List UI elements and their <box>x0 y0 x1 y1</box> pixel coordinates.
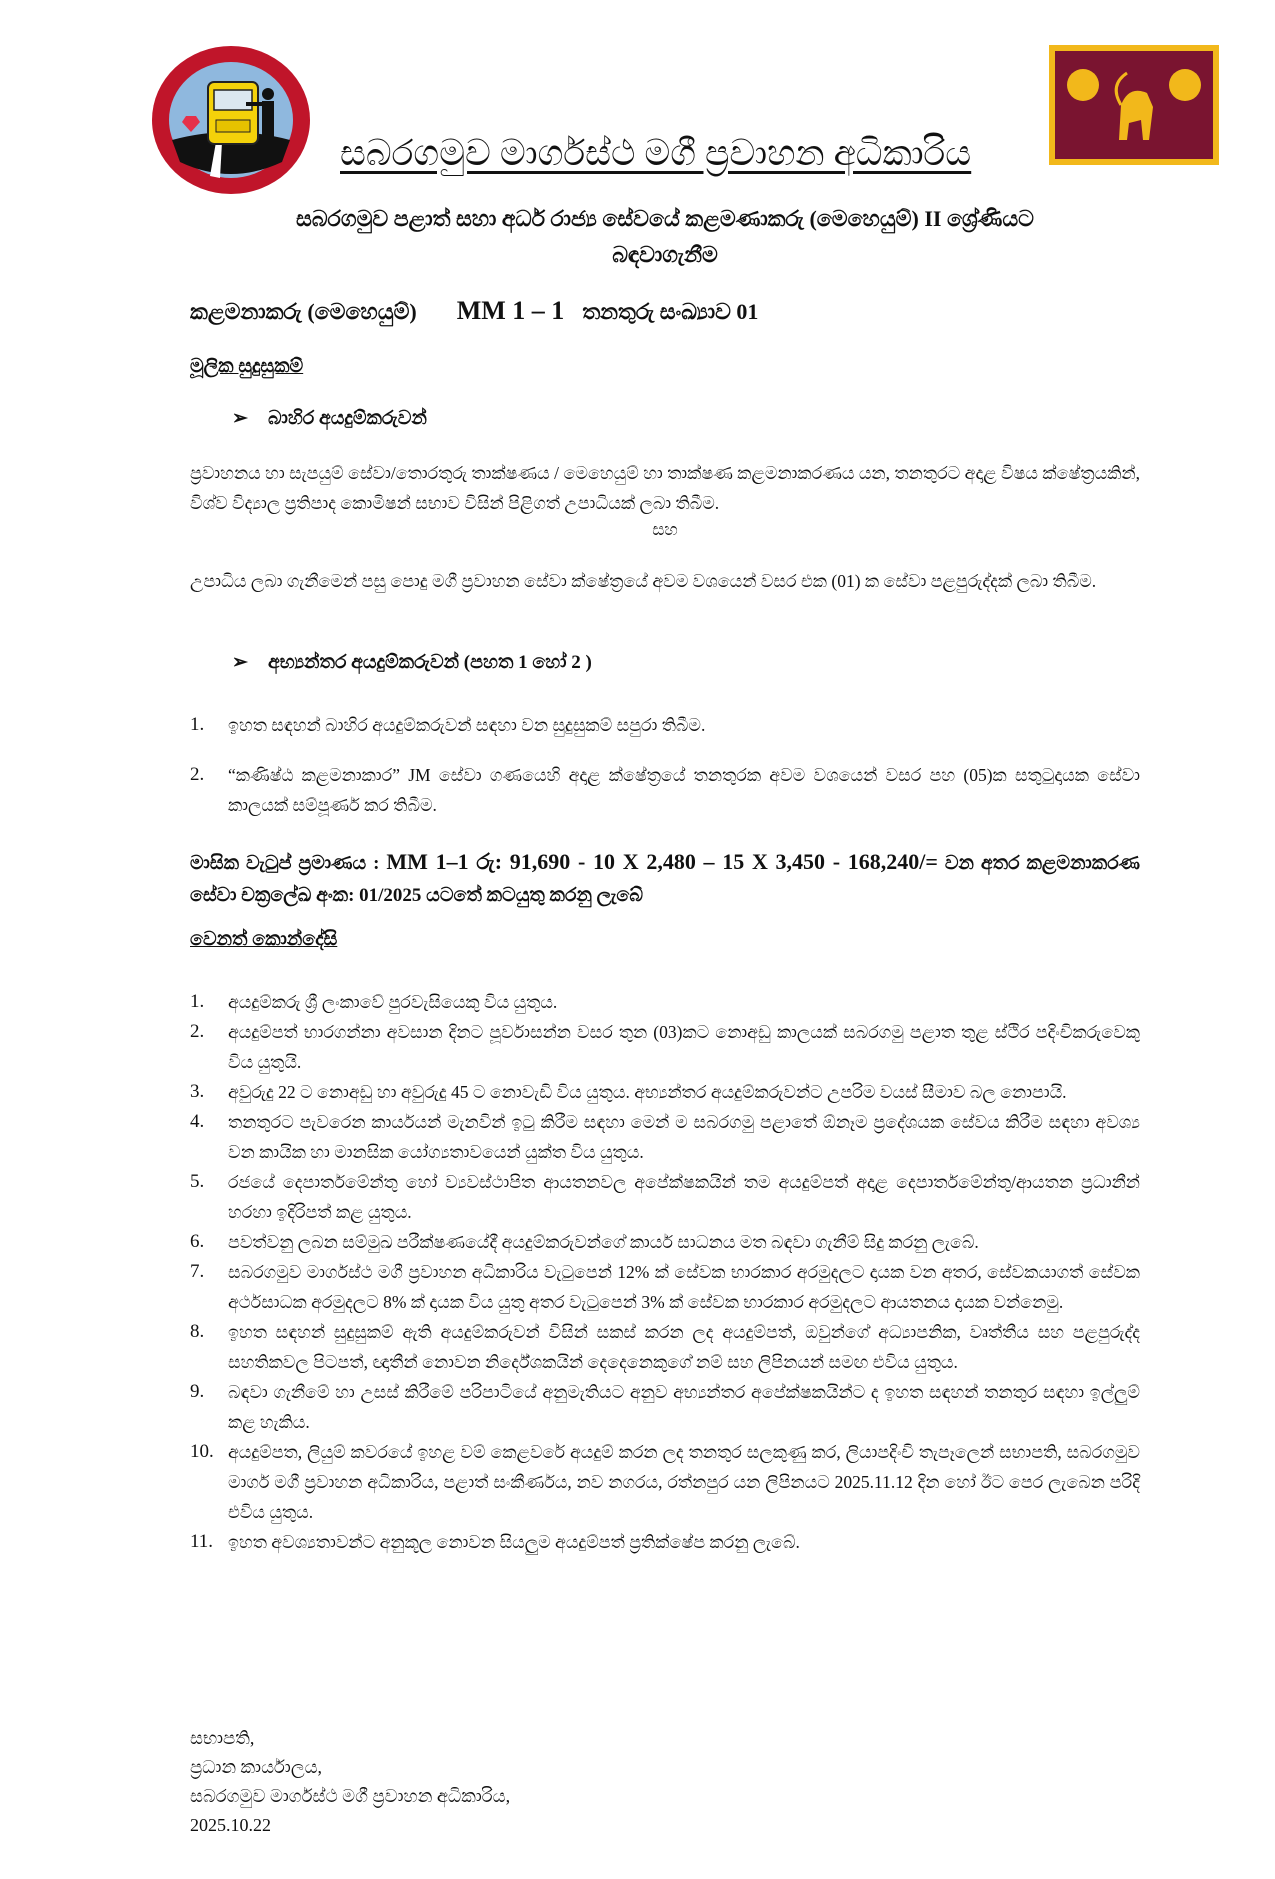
arrow-bullet-icon: ➢ <box>232 408 248 429</box>
item-text: බඳවා ගැනීමේ හා උසස් කිරීමේ පරිපාටියේ අනුමැතියට අනුව අභ්‍යන්තර අපේක්ෂකයින්ට ද ඉහත සඳහන් තනතුර සඳහා ඉල්ලුම් කළ හැකිය. <box>228 1382 1140 1432</box>
item-text: අයදුම්පත් භාරගන්නා අවසාන දිනට පූර්වාසන්න වසර තුන (03)කට නොඅඩු කාලයක් සබරගමු පළාත තුළ ස්ථිර පදිංචිකරුවෙකු විය යුතුයි. <box>228 1022 1140 1072</box>
list-item <box>190 1167 1140 1227</box>
list-item <box>190 1257 1140 1317</box>
item-number: 2. <box>190 1021 205 1042</box>
document-date: 2025.10.22 <box>190 1815 271 1835</box>
arrow-bullet-icon: ➢ <box>232 652 248 673</box>
list-item <box>190 1017 1140 1077</box>
item-text: පවත්වනු ලබන සම්මුඛ පරීක්ෂණයේදී අයදුම්කරුවන්ගේ කාර්ය සාධනය මත බඳවා ගැනීම් සිදු කරනු ලැබේ. <box>228 1232 979 1252</box>
item-number: 5. <box>190 1171 205 1192</box>
salary-rest: වන අතර කළමනාකරණ සේවා චක්‍රලේඛ අංක: 01/2025 යටතේ කටයුතු කරනු ලැබේ <box>190 853 1141 906</box>
authority-logo <box>150 44 312 196</box>
list-item <box>190 760 1140 820</box>
page-title: සබරගමුව මාර්ගස්ථ මගී ප්‍රවාහන අධිකාරිය <box>340 133 972 173</box>
item-text: සබරගමුව මාර්ගස්ථ මගී ප්‍රවාහන අධිකාරිය වැටුපෙන් 12% ක් සේවක භාරකාර අරමුදලට දායක වන අතර, සේවකයාගත් සේවක අර්ථසාධක අරමුදලට 8% ක් දායක විය යුතු අතර වැටුපෙන් 3% ක් සේවක භාරකාර අරමුදලට ආයතනය දායක වන්නෙමු. <box>228 1262 1140 1312</box>
internal-list <box>190 710 1140 820</box>
external-paragraph-1: ප්‍රවාහනය හා සැපයුම් සේවා/තොරතුරු තාක්ෂණය / මෙහෙයුම් හා තාක්ෂණ කළමනාකරණය යන, තනතුරට අදාළ විෂය ක්ෂේත්‍රයකින්, විශ්ව විද්‍යාල ප්‍රතිපාද කොමිෂන් සභාව විසින් පිළිගත් උපාධියක් ලබා තිබීම. <box>190 463 1140 513</box>
post-code: MM 1 – 1 <box>456 296 565 325</box>
qualifications-heading: මූලික සුදුසුකම් <box>190 356 304 377</box>
internal-applicants-heading <box>232 651 592 674</box>
item-text: ඉහත අවශ්‍යතාවන්ට අනුකූල නොවන සියලුම අයදුම්පත් ප්‍රතික්ෂේප කරනු ලැබේ. <box>228 1532 800 1552</box>
item-text: අවුරුදු 22 ට නොඅඩු හා අවුරුදු 45 ට නොවැඩි විය යුතුය. අභ්‍යන්තර අයදුම්කරුවන්ට උපරිම වයස් සීමාව බල නොපායි. <box>228 1082 1067 1102</box>
and-text: සහ <box>652 520 678 539</box>
signature-block <box>190 1724 510 1840</box>
item-number: 4. <box>190 1111 205 1132</box>
signatory-title: සභාපති, <box>190 1728 255 1748</box>
list-item <box>190 1377 1140 1437</box>
item-number: 11. <box>190 1531 214 1552</box>
subtitle-line-2: බඳවාගැනීම <box>612 242 718 267</box>
item-number: 10. <box>190 1441 214 1462</box>
item-number: 1. <box>190 714 205 735</box>
item-number: 8. <box>190 1321 205 1342</box>
list-item <box>190 1107 1140 1167</box>
list-item <box>190 1437 1140 1527</box>
salary-paragraph: මාසික වැටුප් ප්‍රමාණය : MM 1–1 රු: 91,690 - 10 X 2,480 – 15 X 3,450 - 168,240/= වන අතර කළමනාකරණ සේවා චක්‍රලේඛ අංක: 01/2025 යටතේ කටයුතු කරනු ලැබේ <box>190 849 1141 906</box>
item-text: අයදුම්කරු ශ්‍රී ලංකාවේ පුරවැසියෙකු විය යුතුය. <box>228 992 558 1012</box>
authority-name: සබරගමුව මාර්ගස්ථ මගී ප්‍රවාහන අධිකාරිය, <box>190 1786 511 1806</box>
item-text: තනතුරට පැවරෙන කාර්යයන් මැනවින් ඉටු කිරීම සඳහා මෙන් ම සබරගමු පළාතේ ඕනෑම ප්‍රදේශයක සේවය කිරීම සඳහා අවශ්‍ය වන කායික හා මානසික යෝග්‍යතාවයෙන් යුක්ත විය යුතුය. <box>228 1112 1140 1162</box>
internal-heading-text: අභ්‍යන්තර අයදුම්කරුවන් (පහත 1 හෝ 2 ) <box>268 652 592 673</box>
item-number: 7. <box>190 1261 205 1282</box>
conditions-list <box>190 987 1140 1557</box>
item-text: ඉහත සඳහන් සුදුසුකම් ඇති අයදුම්කරුවන් විසින් සකස් කරන ලද අයදුම්පත්, ඔවුන්ගේ අධ්‍යාපනික, වෘත්තීය සහ පළපුරුද්ද සහතිකවල පිටපත්, ඥාතීන් නොවන නිර්දේශකයින් දෙදෙනෙකුගේ නම් සහ ලිපිනයන් සමඟ එවිය යුතුය. <box>228 1322 1140 1372</box>
item-number: 9. <box>190 1381 205 1402</box>
item-number: 2. <box>190 764 205 785</box>
external-heading-text: බාහිර අයදුම්කරුවන් <box>268 408 427 429</box>
list-item <box>190 1527 1140 1557</box>
item-number: 3. <box>190 1081 205 1102</box>
provincial-flag <box>1049 45 1219 165</box>
salary-value: MM 1–1 රු: 91,690 - 10 X 2,480 – 15 X 3,450 - 168,240/= <box>386 849 938 874</box>
list-item <box>190 987 1140 1017</box>
post-name: කළමනාකරු (මෙහෙයුම්) <box>190 299 417 324</box>
item-text: අයදුම්පත, ලියුම් කවරයේ ඉහළ වම් කෙළවරේ අයදුම් කරන ලද තනතුර සලකුණු කර, ලියාපදිංචි තැපෑලෙන් සභාපති, සබරගමුව මාර්ග මගී ප්‍රවාහන අධිකාරිය, පළාත් සංකීර්ණය, නව නගරය, රත්නපුර යන ලිපිනයට 2025.11.12 දින හෝ ඊට පෙර ලැබෙන පරිදි එවිය යුතුය. <box>228 1442 1140 1522</box>
other-conditions-heading: වෙනත් කොන්දේසි <box>190 929 338 950</box>
post-vacancies: තනතුරු සංඛ්‍යාව 01 <box>582 299 759 324</box>
item-text: ඉහත සඳහන් බාහිර අයදුම්කරුවන් සඳහා වන සුදුසුකම් සපුරා තිබීම. <box>228 715 706 735</box>
salary-label: මාසික වැටුප් ප්‍රමාණය <box>190 853 367 874</box>
post-line <box>190 296 758 326</box>
list-item <box>190 710 1140 740</box>
item-number: 6. <box>190 1231 205 1252</box>
list-item <box>190 1317 1140 1377</box>
office-name: ප්‍රධාන කාර්යාලය, <box>190 1757 323 1777</box>
item-number: 1. <box>190 991 205 1012</box>
item-text: රජයේ දෙපාර්තමේන්තු හෝ ව්‍යවස්ථාපිත ආයතනවල අපේක්ෂකයින් තම අයදුම්පත් අදාළ දෙපාර්තමේන්තු/ආයතන ප්‍රධානීන් හරහා ඉදිරිපත් කළ යුතුය. <box>228 1172 1140 1222</box>
list-item <box>190 1077 1140 1107</box>
external-applicants-heading <box>232 407 427 430</box>
external-paragraph-2: උපාධිය ලබා ගැනීමෙන් පසු පොදු මගී ප්‍රවාහන සේවා ක්ෂේත්‍රයේ අවම වශයෙන් වසර එක (01) ක සේවා පළපුරුද්දක් ලබා තිබීම. <box>190 571 1097 591</box>
subtitle-line-1: සබරගමුව පළාත් සහා අර්ධ රාජ්‍ය සේවයේ කළමණාකරු (මෙහෙයුම්) II ශ්‍රේණියට <box>296 206 1034 231</box>
list-item <box>190 1227 1140 1257</box>
item-text: “කණිෂ්ඨ කළමනාකාර” JM සේවා ගණයෙහි අදාළ ක්ෂේත්‍රයේ තනතුරක අවම වශයෙන් වසර පහ (05)ක සතුටුදායක සේවා කාලයක් සම්පූර්ණ කර තිබීම. <box>228 765 1140 815</box>
